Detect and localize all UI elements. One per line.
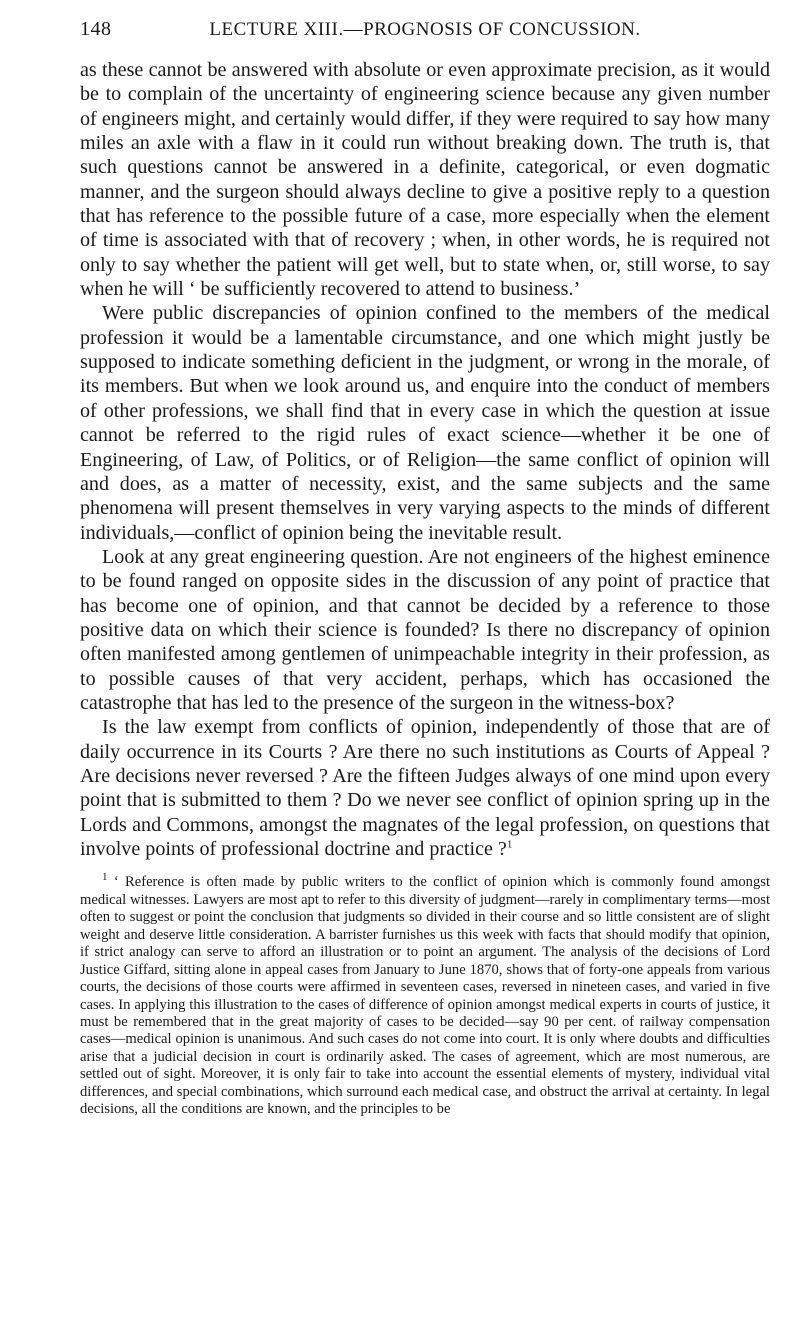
paragraph-3: Look at any great engineering question. Are not engineers of the highest eminence to be found ranged on opposite sides in the discussion of any point of practice that has become one of opinion, and that cannot be decided by a reference to those positive data on which their science is founded? Is there no discrepancy of opinion often manifested among gentlemen of unimpeachable integrity in their profession, as to possible causes of that very accident, perhaps, which has occasioned the catastrophe that has led to the presence of the surgeon in the witness-box? — [80, 545, 770, 714]
footnote — [80, 871, 770, 1118]
footnote-body: ‘ Reference is often made by public writers to the conflict of opinion which is commonly found amongst medical witnesses. Lawyers are most apt to refer to this diversity of judgment—rarely in complimentary terms—most often to suggest or point the conclusion that judgments so divided in their course and so little consistent are of slight weight and deserve little consideration. A barrister furnishes us this week with facts that should modify that opinion, if strict analogy can serve to afford an illustration or to point an argument. The analysis of the decisions of Lord Justice Giffard, sitting alone in appeal cases from January to June 1870, shows that of forty-one appeals from various courts, the decisions of those courts were affirmed in seventeen cases, reversed in nineteen cases, and varied in five cases. In applying this illustration to the cases of difference of opinion amongst medical experts in courts of justice, it must be remembered that in the great majority of cases to be decided—say 90 per cent. of railway compensation cases—medical opinion is unanimous. And such cases do not come into court. It is only where doubts and difficulties arise that a judicial decision in court is ordinarily asked. The cases of agreement, which are most numerous, are settled out of sight. Moreover, it is only fair to take into account the essential elements of mystery, individual vital differences, and special combinations, which surround each medical case, and obstruct the arrival at certainty. In legal decisions, all the conditions are known, and the principles to be — [80, 874, 770, 1118]
footnote-text — [80, 871, 770, 1118]
paragraph-4 — [80, 715, 770, 861]
paragraph-1: as these cannot be answered with absolute or even approximate precision, as it would be to complain of the uncertainty of engineering science because any given number of engineers might, and certainly would differ, if they were required to say how many miles an axle with a flaw in it could run without breaking down. The truth is, that such questions cannot be answered in a definite, categorical, or even dogmatic manner, and the surgeon should always decline to give a positive reply to a question that has reference to the possible future of a case, more especially when the element of time is associated with that of recovery ; when, in other words, he is required not only to say whether the patient will get well, but to state when, or, still worse, to say when he will ‘ be sufficiently recovered to attend to business.’ — [80, 59, 770, 301]
book-page — [80, 18, 770, 1119]
running-title: LECTURE XIII.—PROGNOSIS OF CONCUSSION. — [209, 19, 641, 40]
paragraph-2: Were public discrepancies of opinion confined to the members of the medical profession it would be a lamentable circumstance, and one which might justly be supposed to indicate something deficient in the judgment, or wrong in the morale, of its members. But when we look around us, and enquire into the conduct of members of other professions, we shall find that in every case in which the question at issue cannot be referred to the rigid rules of exact science—whether it be one of Engineering, of Law, of Politics, or of Religion—the same conflict of opinion will and does, as a matter of necessity, exist, and the same subjects and the same phenomena will present themselves in very varying aspects to the minds of different individuals,—conflict of opinion being the inevitable result. — [80, 302, 770, 544]
footnote-marker: 1 — [102, 871, 108, 884]
running-header — [80, 18, 770, 58]
footnote-reference: 1 — [506, 838, 513, 851]
body-text — [80, 58, 770, 861]
paragraph-4-text: Is the law exempt from conflicts of opinion, independently of those that are of daily occurrence in its Courts ? Are there no such institutions as Courts of Appeal ? Are decisions never reversed ? Are the fifteen Judges always of one mind upon every point that is submitted to them ? Do we never see conflict of opinion spring up in the Lords and Commons, amongst the magnates of the legal profession, on questions that involve points of professional doctrine and practice ? — [80, 716, 770, 860]
page-number: 148 — [80, 18, 112, 40]
